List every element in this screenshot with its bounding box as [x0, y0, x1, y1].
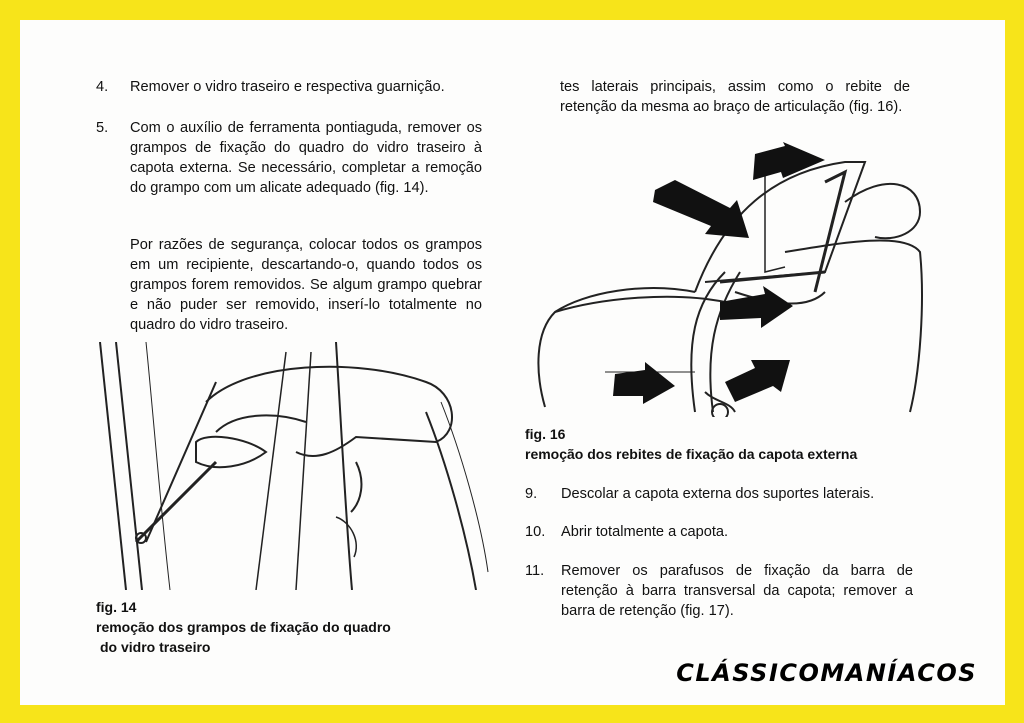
manual-page	[20, 20, 1005, 705]
step-text: Com o auxílio de ferramenta pontiaguda, remover os grampos de fixação do quadro do vidro traseiro à capota externa. Se necessário, completar a remoção do grampo com um alicate adequado (fig. 14).	[130, 120, 482, 196]
fig16-illustration	[525, 142, 925, 417]
watermark-logo: CLÁSSICOMANÍACOS	[676, 659, 977, 687]
step-text: Abrir totalmente a capota.	[561, 524, 729, 540]
fig14-label: fig. 14	[96, 599, 137, 615]
step-number: 5.	[96, 120, 109, 136]
step-number: 4.	[96, 79, 109, 95]
step-text: Remover os parafusos de fixação da barra de retenção à barra transversal da capota; remover a barra de retenção (fig. 17).	[561, 563, 913, 619]
step-number: 10.	[525, 524, 546, 540]
step-text: Descolar a capota externa dos suportes laterais.	[561, 486, 875, 502]
continuation-text: tes laterais principais, assim como o rebite de retenção da mesma ao braço de articulação (fig. 16).	[560, 79, 910, 115]
fig14-caption-line1: remoção dos grampos de fixação do quadro	[96, 619, 391, 635]
step-text: Remover o vidro traseiro e respectiva guarnição.	[130, 79, 445, 95]
safety-note: Por razões de segurança, colocar todos os grampos em um recipiente, descartando-o, quando todos os grampos forem removidos. Se algum grampo quebrar e não puder ser removido, inserí-lo totalmente no quadro do vidro traseiro.	[130, 237, 482, 333]
step-number: 11.	[525, 563, 545, 579]
fig14-illustration	[96, 342, 491, 590]
fig16-caption: remoção dos rebites de fixação da capota externa	[525, 446, 858, 462]
step-number: 9.	[525, 486, 538, 502]
fig16-label: fig. 16	[525, 426, 566, 442]
fig14-caption-line2: do vidro traseiro	[100, 639, 211, 655]
